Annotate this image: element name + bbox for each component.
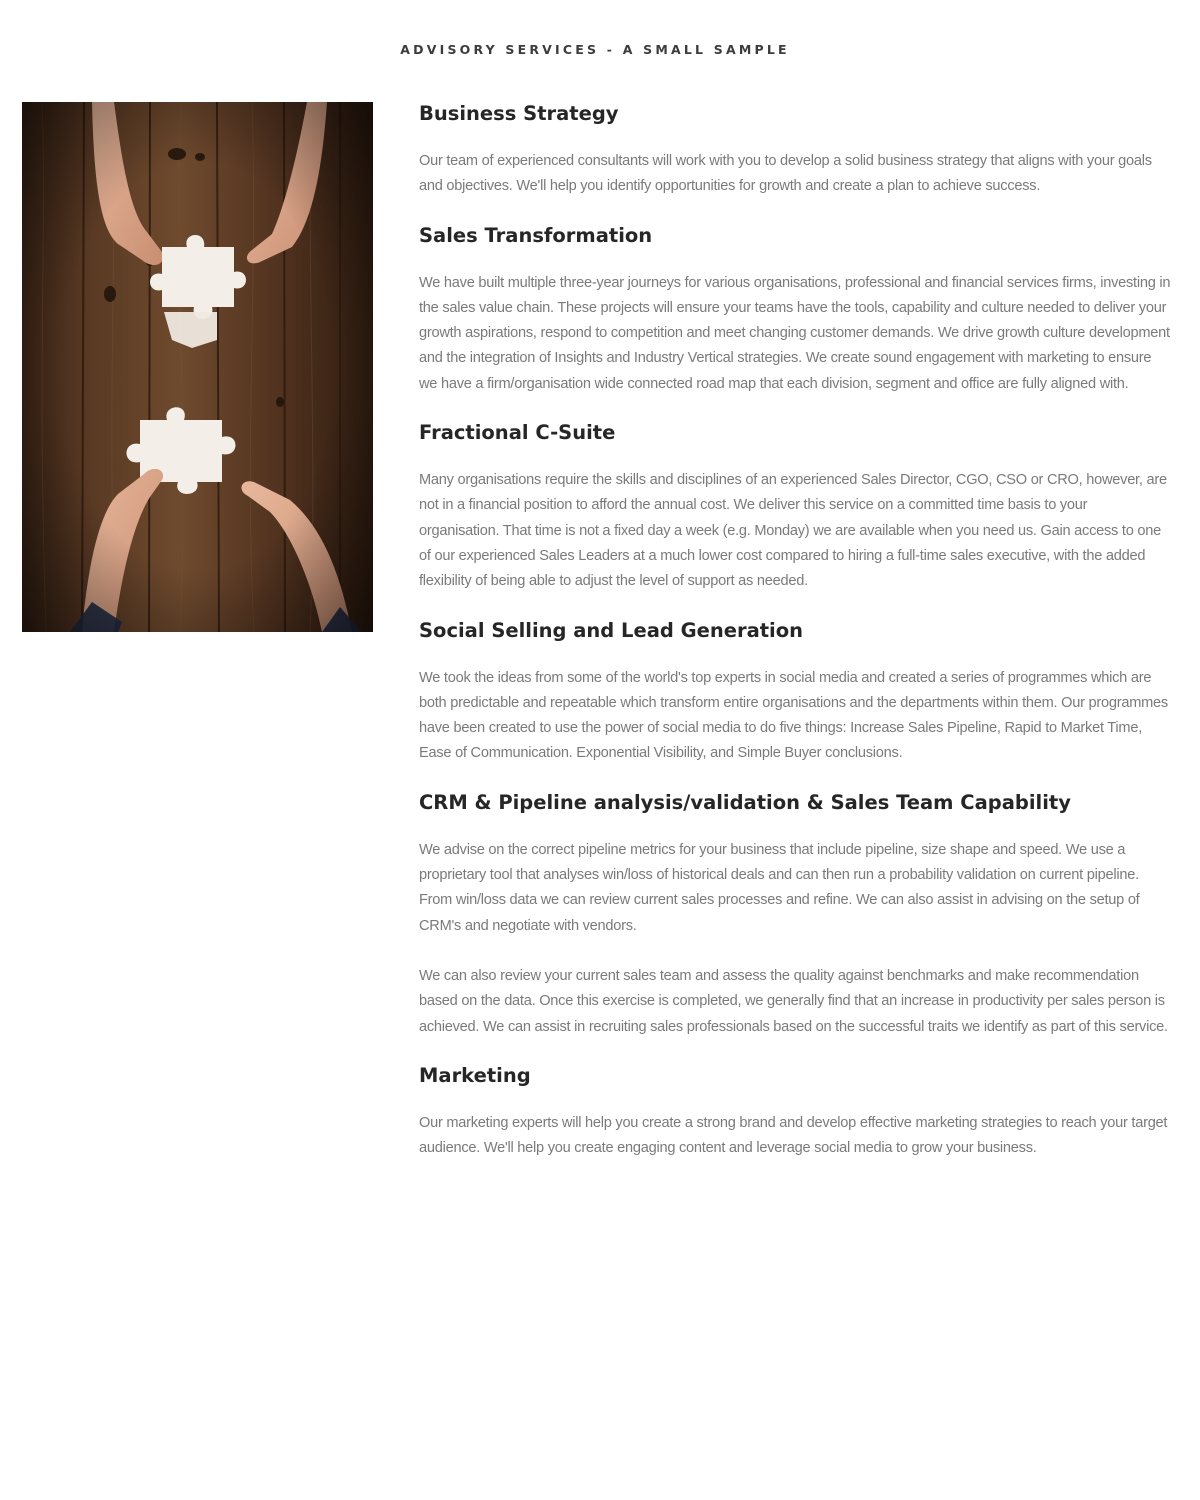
service-section-business-strategy [419, 101, 1171, 200]
section-paragraph: Many organisations require the skills and disciplines of an experienced Sales Director, CGO, CSO or CRO, however, are not in a financial position to afford the annual cost. We deliver this service on a committed time basis to your organisation. That time is not a fixed day a week (e.g. Monday) we are available when you need us. Gain access to one of our experienced Sales Leaders at a much lower cost compared to hiring a full-time sales executive, with the added flexibility of being able to adjust the level of support as needed. [419, 472, 1167, 590]
puzzle-photo-illustration [22, 102, 373, 632]
service-section-crm-pipeline [419, 790, 1171, 1040]
section-title: Marketing [419, 1063, 531, 1087]
services-list [419, 101, 1171, 1161]
section-paragraph: Our team of experienced consultants will work with you to develop a solid business strategy that aligns with your goals and objectives. We'll help you identify opportunities for growth and create a plan to achieve success. [419, 153, 1152, 195]
service-section-fractional-c-suite [419, 420, 1171, 594]
section-paragraph: We took the ideas from some of the world's top experts in social media and created a series of programmes which are both predictable and repeatable which transform entire organisations and the departments within them. Our programmes have been created to use the power of social media to do five things: Increase Sales Pipeline, Rapid to Market Time, Ease of Communication. Exponential Visibility, and Simple Buyer conclusions. [419, 669, 1168, 762]
service-section-sales-transformation [419, 223, 1171, 397]
section-paragraph: We can also review your current sales team and assess the quality against benchmarks and make recommendation based on the data. Once this exercise is completed, we generally find that an increase in productivity per sales person is achieved. We can assist in recruiting sales professionals based on the successful traits we identify as part of this service. [419, 967, 1168, 1035]
section-paragraph: We advise on the correct pipeline metrics for your business that include pipeline, size shape and speed. We use a proprietary tool that analyses win/loss of historical deals and can then run a probability validation on current pipeline. From win/loss data we can review current sales processes and refine. We can also assist in advising on the setup of CRM's and negotiate with vendors. [419, 841, 1140, 934]
section-title: Sales Transformation [419, 223, 653, 247]
section-title: Business Strategy [419, 102, 619, 125]
service-section-social-selling [419, 618, 1171, 767]
section-paragraph: We have built multiple three-year journeys for various organisations, professional and financial services firms, investing in the sales value chain. These projects will ensure your teams have the tools, capability and culture needed to deliver your growth aspirations, respond to competition and meet changing customer demands. We drive growth culture development and the integration of Insights and Industry Vertical strategies. We create sound engagement with marketing to ensure we have a firm/organisation wide connected road map that each division, segment and office are fully aligned with. [419, 274, 1171, 392]
section-title: Fractional C-Suite [419, 421, 616, 445]
page-heading: ADVISORY SERVICES - A SMALL SAMPLE [400, 42, 790, 57]
section-title: CRM & Pipeline analysis/validation & Sales Team Capability [419, 790, 1071, 814]
section-paragraph: Our marketing experts will help you create a strong brand and develop effective marketing strategies to reach your target audience. We'll help you create engaging content and leverage social media to grow your business. [419, 1114, 1168, 1157]
puzzle-pieces-photo [22, 102, 373, 632]
section-title: Social Selling and Lead Generation [419, 618, 804, 642]
service-section-marketing [419, 1063, 1171, 1162]
